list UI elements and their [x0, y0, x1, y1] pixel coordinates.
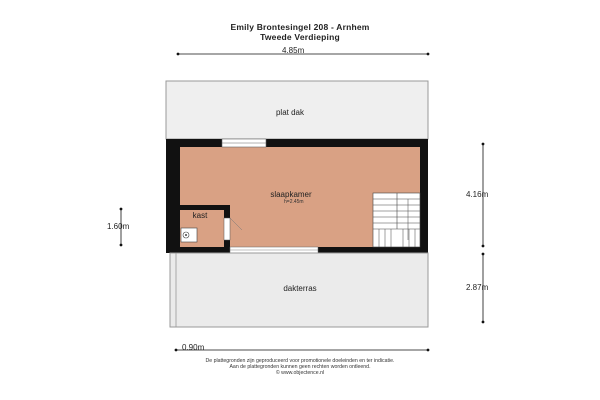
disclaimer-line-1: De plattegronden zijn geproduceerd voor promotionele doeleinden en ter indicatie. [205, 358, 395, 364]
bedroom-height-label: h=2.45m [284, 199, 304, 205]
disclaimer-line-2: Aan de plattegronden kunnen geen rechten worden ontleend. [229, 364, 371, 370]
boiler-icon [181, 228, 197, 242]
staircase [373, 193, 420, 247]
closet-label: kast [192, 211, 208, 220]
terrace-label: dakterras [283, 284, 317, 293]
dim-height-right-upper: 4.16m [466, 190, 489, 199]
dim-width-bottom: 0.90m [182, 343, 205, 352]
dim-height-right-lower: 2.87m [466, 283, 489, 292]
copyright-link[interactable]: © www.objectence.nl [275, 370, 325, 376]
floor-title: Tweede Verdieping [260, 32, 340, 42]
dim-width-top: 4.85m [282, 46, 305, 55]
bedroom-label: slaapkamer [270, 190, 312, 199]
plan-title: Emily Brontesingel 208 - Arnhem [230, 22, 370, 32]
dim-height-left: 1.60m [107, 222, 130, 231]
roof-label: plat dak [275, 108, 305, 117]
dimension-bottom [175, 349, 430, 352]
